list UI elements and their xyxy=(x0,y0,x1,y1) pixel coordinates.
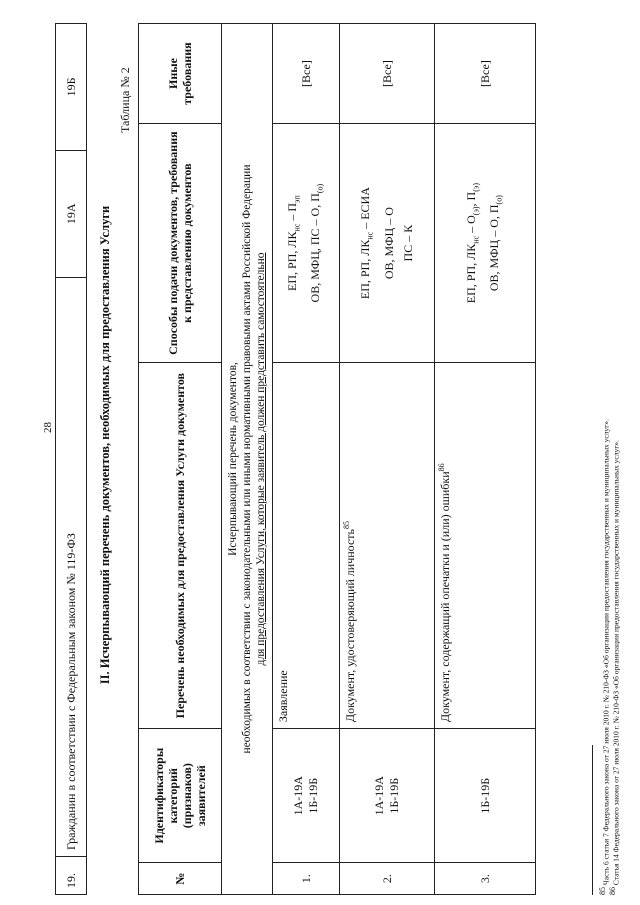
row-document xyxy=(435,363,536,729)
row-number: 3. xyxy=(435,863,536,895)
row-ids xyxy=(273,729,340,863)
footnote-text: Часть 6 статьи 7 Федерального закона от 27 июля 2010 г. № 210-ФЗ «Об организации предоставления государственных и муниципальных услуг». xyxy=(601,419,611,886)
header-row xyxy=(139,24,222,895)
intro-row xyxy=(222,24,273,895)
id-value: 1А-19А xyxy=(372,776,386,816)
id-value: 1Б-19Б xyxy=(306,777,320,814)
id-value: 1А-19А xyxy=(291,776,305,816)
method-line: ОВ, МФЦ – О xyxy=(381,207,396,280)
category-id-a: 19А xyxy=(56,150,87,277)
method-line: ЕП, РП, $ЛК_{нс}$ – ЕСИА xyxy=(358,187,375,300)
method-text: ЕП, РП, ЛК xyxy=(358,239,373,300)
category-id-b: 19Б xyxy=(56,24,87,151)
header-methods: Способы подачи документов, требования к представлению документов xyxy=(139,124,222,363)
table-number: Таблица № 2 xyxy=(118,67,132,133)
method-text: ЕП, РП, ЛК xyxy=(284,231,299,291)
method-line: ЕП, РП, $ЛК_{нс} - П_{эп}$ xyxy=(284,195,301,291)
method-sub: эп xyxy=(292,195,301,203)
row-ids xyxy=(435,729,536,863)
row-methods xyxy=(340,124,435,363)
category-text: Гражданин в соответствии с Федеральным законом № 119-ФЗ xyxy=(56,277,87,856)
row-other: [Все] xyxy=(340,24,435,124)
header-num: № xyxy=(139,863,222,895)
method-text: ЕСИА xyxy=(358,187,373,220)
row-number: 19. xyxy=(56,857,87,895)
intro-line-3: для предоставления Услуги, которые заявитель должен представить самостоятельно xyxy=(255,252,267,666)
table-row xyxy=(340,24,435,895)
row-ids xyxy=(340,729,435,863)
document-name: Документ, удостоверяющий личность xyxy=(343,528,357,723)
method-text: ОВ, МФЦ, ПС – О, П xyxy=(308,193,322,303)
category-table xyxy=(55,23,87,895)
footnote-ref: 85 xyxy=(342,520,351,529)
row-methods xyxy=(435,124,536,363)
section-title: II. Исчерпывающий перечень документов, необходимых для предоставления Услуги xyxy=(98,205,112,685)
table-row xyxy=(435,24,536,895)
header-docs: Перечень необходимых для предоставления Услуги документов xyxy=(139,363,222,729)
documents-table xyxy=(138,23,536,895)
header-ids: Идентификаторы категорий (признаков) заявителей xyxy=(139,729,222,863)
intro-line-2: необходимых в соответствии с законодательными или иными нормативными правовыми актами Российской Федерации xyxy=(241,164,253,754)
footnote-text: Статья 14 Федерального закона от 27 июля 2010 г. № 210-ФЗ «Об организации предоставления государственных и муниципальных услуг». xyxy=(611,440,621,886)
document-name: Заявление xyxy=(276,670,290,723)
method-line xyxy=(485,130,508,356)
footnote-number: 86 xyxy=(608,887,617,895)
method-line: ПС – К xyxy=(400,224,415,262)
row-document xyxy=(273,363,340,729)
id-value: 1Б-19Б xyxy=(387,777,401,814)
method-text: ЕП, РП, ЛК xyxy=(463,243,478,304)
page-number: 28 xyxy=(42,422,54,433)
table-row xyxy=(273,24,340,895)
row-methods xyxy=(273,124,340,363)
footnote xyxy=(608,440,621,895)
method-text: ОВ, МФЦ – О, П xyxy=(487,204,501,292)
intro-line-1: Исчерпывающий перечень документов, xyxy=(227,362,239,556)
footnote-ref: 86 xyxy=(437,463,446,472)
method-sub: (о) xyxy=(494,195,504,205)
table-row xyxy=(56,24,87,895)
method-sub: (э) xyxy=(471,183,480,192)
document-name: Документ, содержащий опечатки и (или) ошибки xyxy=(438,471,452,723)
footnote-separator xyxy=(592,745,593,895)
header-other: Иные требования xyxy=(139,24,222,124)
method-line: ЕП, РП, $ЛК_{нс} - О_{(э)}$, $П_{(э)}$ xyxy=(463,183,480,304)
id-value: 1Б-19Б xyxy=(477,777,492,814)
intro-text xyxy=(222,24,273,895)
method-sub: (о) xyxy=(315,183,325,194)
footnote-number: 85 xyxy=(598,887,607,895)
row-number: 2. xyxy=(340,863,435,895)
method-sub: нс xyxy=(365,231,375,240)
method-sub: нс xyxy=(471,235,480,244)
row-other: [Все] xyxy=(273,24,340,124)
method-sub: (э) xyxy=(471,206,480,216)
method-sub: нс xyxy=(292,223,301,232)
row-number: 1. xyxy=(273,863,340,895)
row-other: [Все] xyxy=(435,24,536,124)
method-line xyxy=(306,130,329,356)
row-document xyxy=(340,363,435,729)
